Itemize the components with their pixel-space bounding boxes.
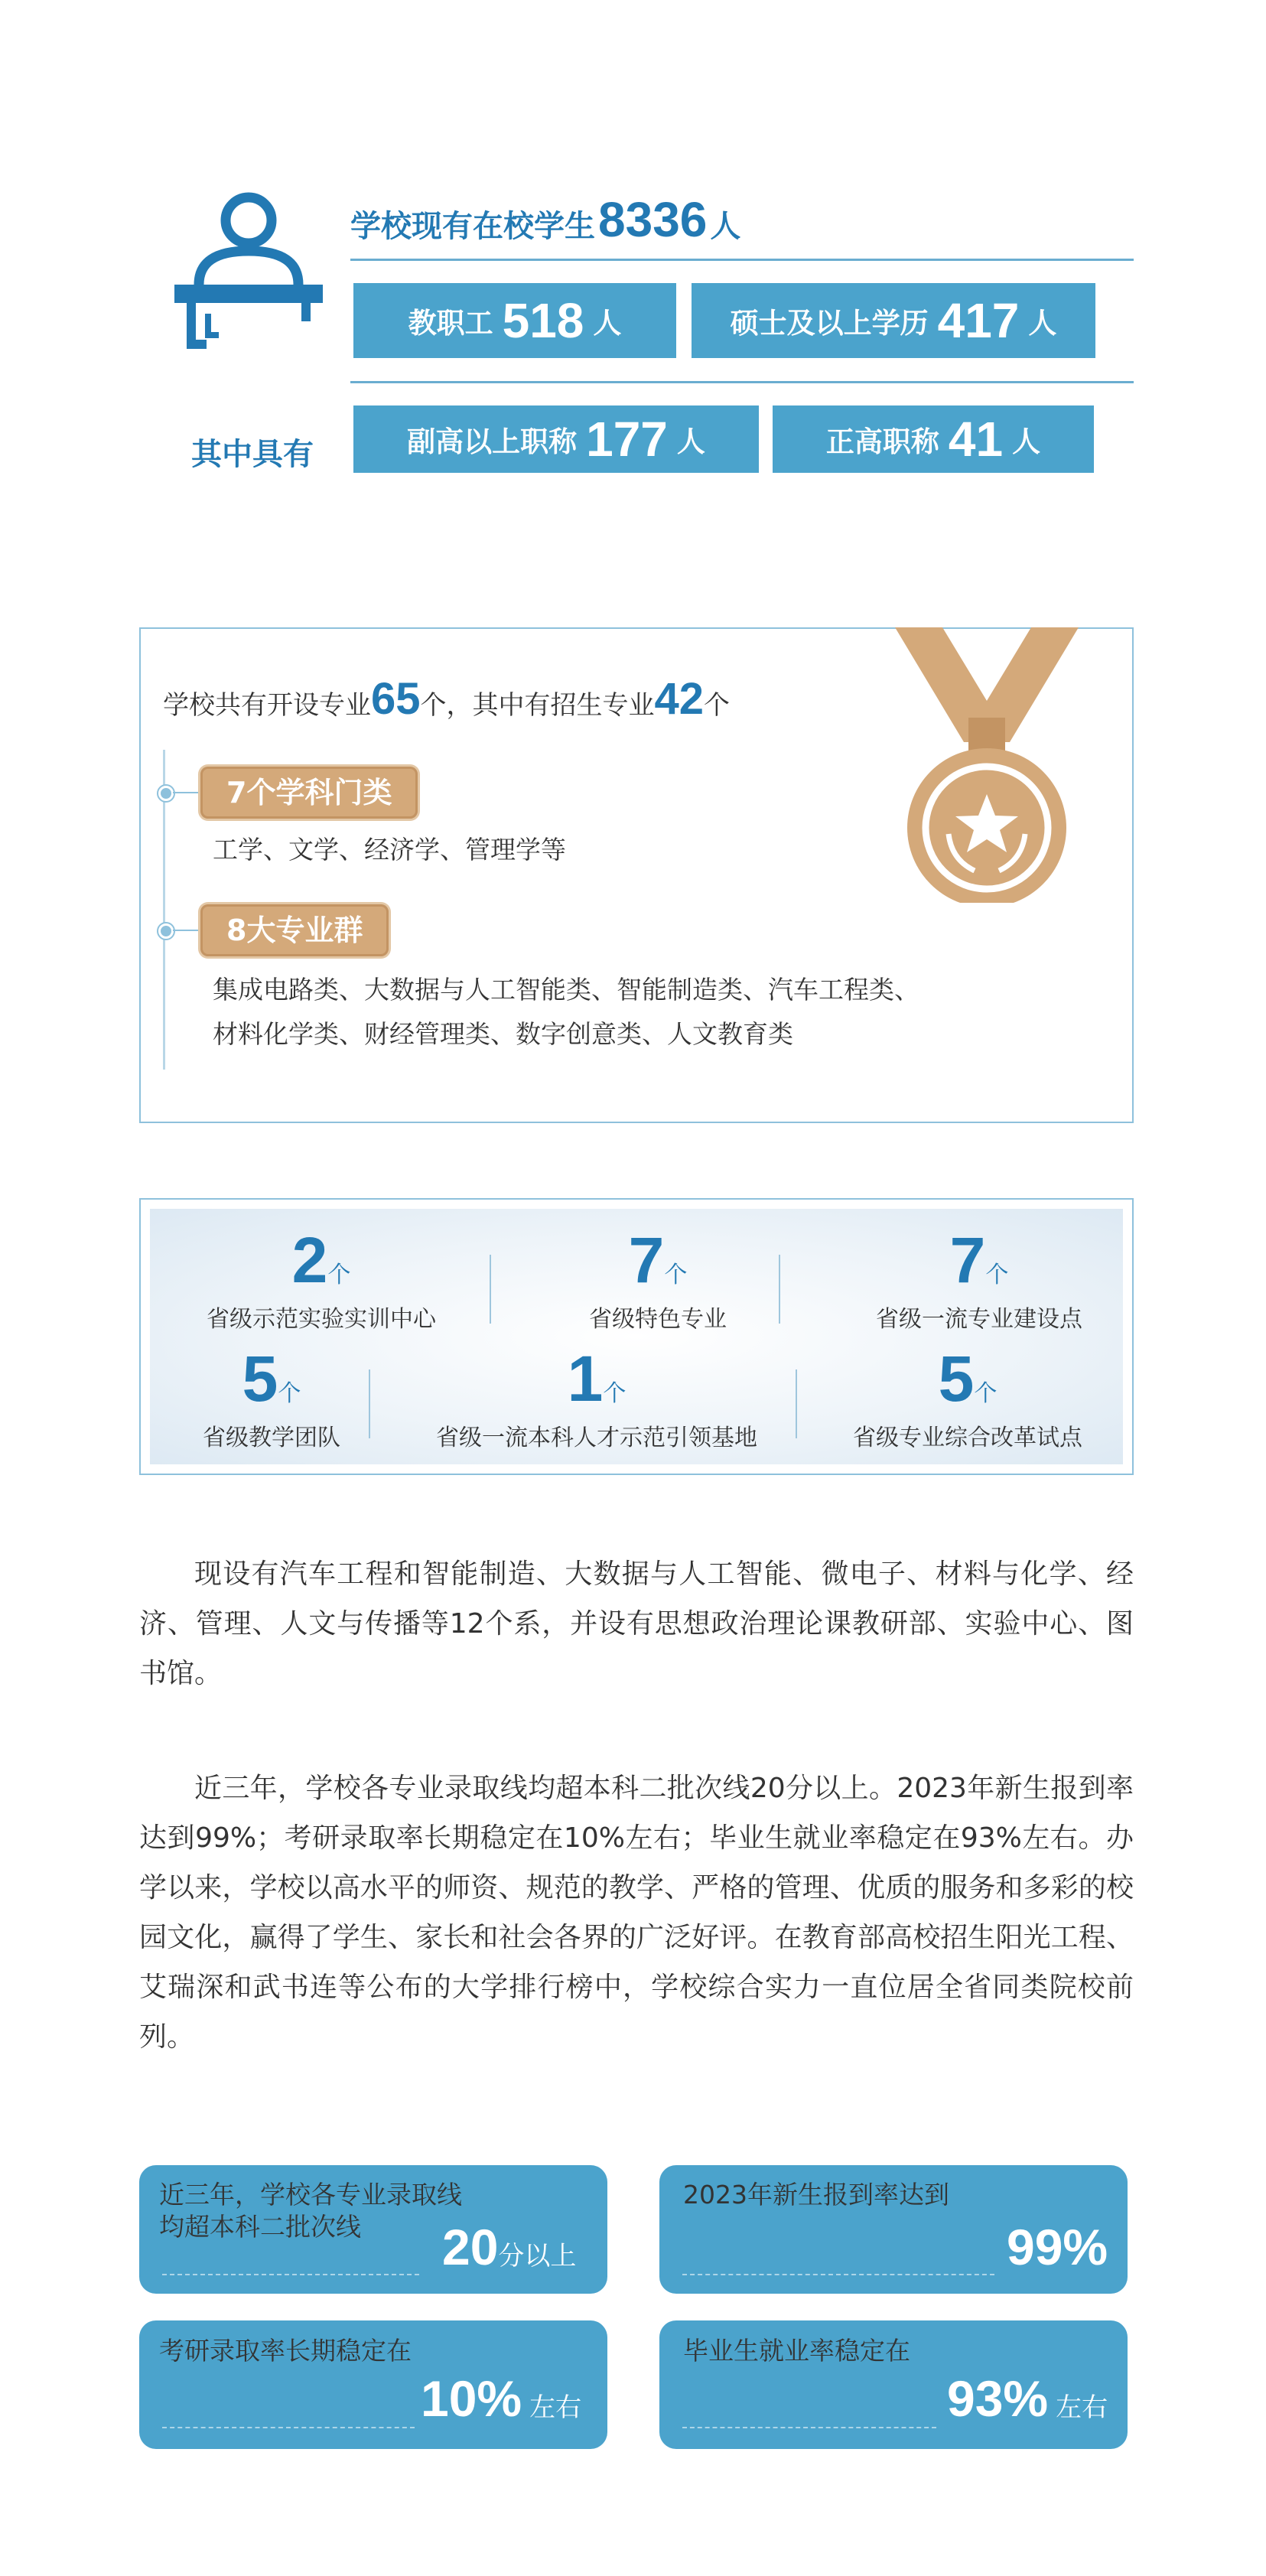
disciplines-tag: 7个学科门类 — [200, 767, 418, 819]
card-value: 20分以上 — [442, 2219, 577, 2275]
faculty-stat: 教职工 518 人 — [353, 283, 676, 358]
card-dash — [682, 2427, 936, 2428]
timeline-dot — [158, 786, 174, 801]
divider — [369, 1369, 370, 1438]
student-count-headline: 学校现有在校学生8336 人 — [350, 192, 741, 247]
among-label: 其中具有 — [191, 437, 314, 472]
clusters-text-line1: 集成电路类、大数据与人工智能类、智能制造类、汽车工程类、 — [213, 975, 919, 1005]
majors-summary: 学校共有开设专业65个，其中有招生专业42个 — [163, 674, 731, 724]
timeline-dot — [158, 923, 174, 939]
associate-title-stat: 副高以上职称 177 人 — [353, 405, 759, 473]
departments-paragraph: 现设有汽车工程和智能制造、大数据与人工智能、微电子、材料与化学、经济、管理、人文与传播等12个系，并设有思想政治理论课教研部、实验中心、图书馆。 — [139, 1558, 1134, 1689]
provincial-item: 7个 省级特色专业 — [589, 1224, 727, 1333]
provincial-item: 5个 省级教学团队 — [203, 1343, 340, 1451]
card-text: 考研录取率长期稳定在 — [159, 2336, 412, 2366]
card-text: 近三年，学校各专业录取线 均超本科二批次线 — [159, 2180, 462, 2242]
card-value: 93% 左右 — [947, 2370, 1108, 2427]
clusters-tag: 8大专业群 — [200, 904, 389, 956]
timeline-tick — [173, 792, 200, 793]
medal-icon — [895, 627, 1079, 903]
timeline-tick — [173, 930, 200, 931]
divider — [350, 381, 1134, 383]
divider — [779, 1255, 780, 1324]
senior-title-stat: 正高职称 41 人 — [773, 405, 1094, 473]
card-value: 10% 左右 — [421, 2370, 582, 2427]
card-dash — [682, 2274, 994, 2275]
achievements-paragraph: 近三年，学校各专业录取线均超本科二批次线20分以上。2023年新生报到率达到99%；考研录取率长期稳定在10%左右；毕业生就业率稳定在93%左右。办学以来，学校以高水平的师资、规范的教学、严格的管理、优质的服务和多彩的校园文化，赢得了学生、家长和社会各界的广泛好评。在教育部高校招生阳光工程、艾瑞深和武书连等公布的大学排行榜中，学校综合实力一直位居全省同类院校前列。 — [139, 1773, 1134, 2053]
divider — [490, 1255, 491, 1324]
teacher-at-podium-icon — [168, 191, 329, 356]
provincial-item: 7个 省级一流专业建设点 — [876, 1224, 1082, 1333]
card-text: 毕业生就业率稳定在 — [683, 2336, 910, 2366]
provincial-item: 1个 省级一流本科人才示范引领基地 — [436, 1343, 757, 1451]
clusters-text-line2: 材料化学类、财经管理类、数字创意类、人文教育类 — [213, 1019, 793, 1049]
card-dash — [162, 2427, 415, 2428]
provincial-item: 2个 省级示范实验实训中心 — [207, 1224, 436, 1333]
divider — [350, 259, 1134, 261]
card-value: 99% — [1007, 2219, 1108, 2275]
card-text: 2023年新生报到率达到 — [683, 2180, 949, 2210]
student-count: 8336 — [598, 192, 708, 247]
disciplines-text: 工学、文学、经济学、管理学等 — [213, 835, 566, 865]
card-dash — [162, 2274, 419, 2275]
masters-stat: 硕士及以上学历 417 人 — [692, 283, 1095, 358]
divider — [796, 1369, 797, 1438]
provincial-item: 5个 省级专业综合改革试点 — [853, 1343, 1082, 1451]
